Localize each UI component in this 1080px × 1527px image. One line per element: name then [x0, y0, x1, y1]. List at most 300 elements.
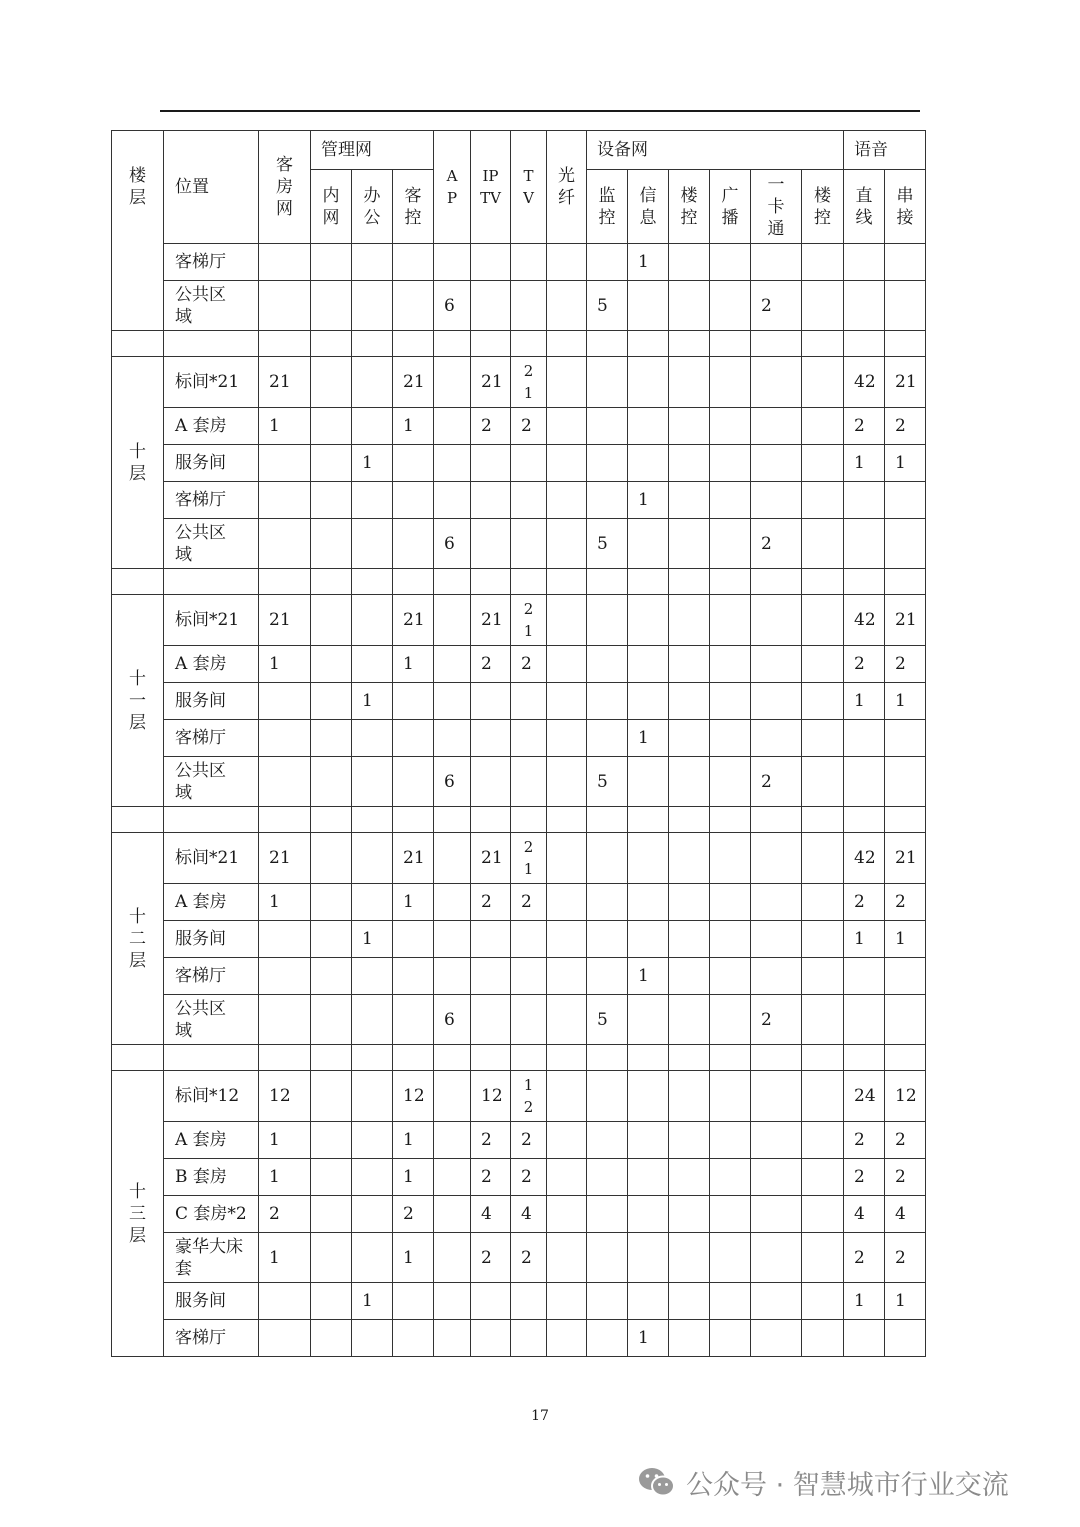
cell-ap	[434, 833, 471, 884]
cell-iptv: 2	[471, 1122, 511, 1159]
cell-tv: 2	[511, 1159, 547, 1196]
page-number: 17	[531, 1408, 549, 1424]
cell-serial: 2	[885, 646, 926, 683]
cell-office	[352, 720, 393, 757]
header-voice-serial: 串接	[885, 170, 926, 244]
cell-card	[751, 595, 802, 646]
cell-guest	[259, 683, 311, 720]
cell-serial: 12	[885, 1071, 926, 1122]
cell-iptv: 2	[471, 646, 511, 683]
cell-fiber	[547, 683, 587, 720]
cell-guest	[259, 482, 311, 519]
cell-info	[628, 1233, 669, 1283]
cell-building2	[802, 646, 844, 683]
cell-fiber	[547, 884, 587, 921]
cell-building2	[802, 1233, 844, 1283]
cell-tv	[511, 921, 547, 958]
table-row	[112, 1196, 926, 1233]
header-dev-info: 信息	[628, 170, 669, 244]
cell-broadcast	[710, 408, 751, 445]
cell-position: 标间*21	[164, 357, 259, 408]
empty-cell	[802, 1045, 844, 1071]
cell-guest: 21	[259, 357, 311, 408]
cell-office: 1	[352, 683, 393, 720]
cell-broadcast	[710, 595, 751, 646]
cell-ap	[434, 1159, 471, 1196]
table-row	[112, 884, 926, 921]
empty-cell	[844, 807, 885, 833]
cell-guest	[259, 1283, 311, 1320]
cell-intranet	[311, 357, 352, 408]
cell-intranet	[311, 281, 352, 331]
empty-cell	[112, 807, 164, 833]
cell-monitor	[587, 357, 628, 408]
cell-serial: 2	[885, 1122, 926, 1159]
cell-monitor	[587, 482, 628, 519]
table-row	[112, 1233, 926, 1283]
cell-card	[751, 720, 802, 757]
cell-card	[751, 1159, 802, 1196]
empty-cell	[311, 569, 352, 595]
cell-broadcast	[710, 244, 751, 281]
spacer-row	[112, 331, 926, 357]
cell-ap	[434, 683, 471, 720]
cell-guest: 1	[259, 408, 311, 445]
empty-cell	[434, 569, 471, 595]
table-row	[112, 646, 926, 683]
floor-label-text: 十一层	[129, 668, 146, 733]
table-row	[112, 1320, 926, 1357]
cell-iptv	[471, 281, 511, 331]
empty-cell	[751, 807, 802, 833]
cell-iptv	[471, 519, 511, 569]
cell-position: 公共区域	[164, 281, 259, 331]
cell-ctrl	[393, 1283, 434, 1320]
cell-broadcast	[710, 757, 751, 807]
cell-monitor	[587, 1196, 628, 1233]
cell-position: 标间*12	[164, 1071, 259, 1122]
cell-building2	[802, 1283, 844, 1320]
cell-ctrl: 21	[393, 833, 434, 884]
cell-tv	[511, 1071, 547, 1122]
empty-cell	[434, 807, 471, 833]
cell-ctrl: 12	[393, 1071, 434, 1122]
table-row	[112, 357, 926, 408]
cell-guest	[259, 519, 311, 569]
floor-continued	[112, 244, 164, 331]
tv-value: 21	[523, 599, 534, 640]
cell-ap	[434, 720, 471, 757]
cell-ctrl: 21	[393, 595, 434, 646]
cell-info	[628, 884, 669, 921]
cell-info: 1	[628, 958, 669, 995]
cell-monitor	[587, 646, 628, 683]
empty-cell	[710, 807, 751, 833]
cell-card	[751, 1196, 802, 1233]
cell-ap: 6	[434, 757, 471, 807]
cell-direct	[844, 519, 885, 569]
table-row	[112, 482, 926, 519]
cell-broadcast	[710, 1122, 751, 1159]
cell-info	[628, 357, 669, 408]
cell-fiber	[547, 408, 587, 445]
cell-iptv: 21	[471, 595, 511, 646]
cell-ap	[434, 445, 471, 482]
cell-tv	[511, 281, 547, 331]
cell-guest	[259, 720, 311, 757]
cell-serial: 1	[885, 445, 926, 482]
cell-tv: 2	[511, 884, 547, 921]
table-row	[112, 595, 926, 646]
cell-office	[352, 1159, 393, 1196]
cell-intranet	[311, 646, 352, 683]
cell-position: C 套房*2	[164, 1196, 259, 1233]
cell-broadcast	[710, 482, 751, 519]
cell-building	[669, 995, 710, 1045]
cell-fiber	[547, 519, 587, 569]
empty-cell	[587, 331, 628, 357]
cell-iptv	[471, 445, 511, 482]
cell-fiber	[547, 921, 587, 958]
cell-building	[669, 482, 710, 519]
cell-monitor	[587, 921, 628, 958]
cell-serial	[885, 958, 926, 995]
cell-position: 服务间	[164, 445, 259, 482]
cell-info: 1	[628, 720, 669, 757]
cell-card	[751, 244, 802, 281]
cell-fiber	[547, 833, 587, 884]
empty-cell	[710, 1045, 751, 1071]
cell-position: 标间*21	[164, 833, 259, 884]
cell-ctrl	[393, 1320, 434, 1357]
empty-cell	[393, 331, 434, 357]
cell-intranet	[311, 1122, 352, 1159]
empty-cell	[710, 331, 751, 357]
empty-cell	[471, 331, 511, 357]
cell-position: 客梯厅	[164, 1320, 259, 1357]
cell-broadcast	[710, 445, 751, 482]
floor-label-text: 十二层	[129, 906, 146, 971]
cell-ap: 6	[434, 519, 471, 569]
cell-iptv	[471, 1283, 511, 1320]
cell-tv	[511, 595, 547, 646]
cell-monitor: 5	[587, 757, 628, 807]
cell-guest: 1	[259, 1159, 311, 1196]
cell-tv	[511, 720, 547, 757]
cell-serial	[885, 482, 926, 519]
cell-ctrl	[393, 958, 434, 995]
cell-direct: 2	[844, 408, 885, 445]
cell-ctrl: 1	[393, 1122, 434, 1159]
empty-cell	[112, 1045, 164, 1071]
cell-monitor	[587, 445, 628, 482]
cell-card: 2	[751, 995, 802, 1045]
header-floor: 楼层	[112, 131, 164, 244]
cell-building2	[802, 1196, 844, 1233]
cell-guest: 1	[259, 884, 311, 921]
table-row	[112, 995, 926, 1045]
cell-broadcast	[710, 884, 751, 921]
cell-broadcast	[710, 357, 751, 408]
cell-intranet	[311, 1233, 352, 1283]
empty-cell	[352, 1045, 393, 1071]
empty-cell	[352, 331, 393, 357]
cell-building	[669, 357, 710, 408]
cell-direct: 42	[844, 833, 885, 884]
cell-building2	[802, 519, 844, 569]
cell-serial: 1	[885, 683, 926, 720]
cell-ap	[434, 357, 471, 408]
cell-info	[628, 281, 669, 331]
cell-intranet	[311, 445, 352, 482]
cell-monitor	[587, 720, 628, 757]
empty-cell	[164, 331, 259, 357]
empty-cell	[885, 807, 926, 833]
cell-fiber	[547, 1233, 587, 1283]
cell-direct: 2	[844, 1122, 885, 1159]
table-row	[112, 244, 926, 281]
cell-guest: 21	[259, 833, 311, 884]
cell-guest: 21	[259, 595, 311, 646]
cell-intranet	[311, 595, 352, 646]
cell-intranet	[311, 408, 352, 445]
empty-cell	[352, 807, 393, 833]
cell-broadcast	[710, 1071, 751, 1122]
empty-cell	[844, 331, 885, 357]
empty-cell	[751, 569, 802, 595]
table-row	[112, 1071, 926, 1122]
empty-cell	[802, 807, 844, 833]
cell-monitor	[587, 1233, 628, 1283]
cell-card	[751, 1122, 802, 1159]
cell-intranet	[311, 683, 352, 720]
empty-cell	[352, 569, 393, 595]
cell-intranet	[311, 1071, 352, 1122]
cell-tv	[511, 995, 547, 1045]
cell-serial: 2	[885, 884, 926, 921]
empty-cell	[669, 569, 710, 595]
cell-building	[669, 1233, 710, 1283]
cell-building2	[802, 757, 844, 807]
table-row	[112, 1159, 926, 1196]
cell-serial	[885, 720, 926, 757]
cell-fiber	[547, 720, 587, 757]
empty-cell	[547, 1045, 587, 1071]
cell-building	[669, 646, 710, 683]
cell-iptv	[471, 958, 511, 995]
cell-building2	[802, 720, 844, 757]
cell-ctrl: 1	[393, 646, 434, 683]
cell-card	[751, 357, 802, 408]
cell-monitor	[587, 1071, 628, 1122]
spacer-row	[112, 1045, 926, 1071]
empty-cell	[547, 569, 587, 595]
cell-intranet	[311, 884, 352, 921]
cell-info	[628, 646, 669, 683]
empty-cell	[434, 331, 471, 357]
cell-direct: 42	[844, 357, 885, 408]
cell-broadcast	[710, 833, 751, 884]
cell-serial: 21	[885, 357, 926, 408]
cell-intranet	[311, 244, 352, 281]
cell-direct	[844, 1320, 885, 1357]
cell-position: 服务间	[164, 921, 259, 958]
cell-serial	[885, 995, 926, 1045]
cell-info	[628, 595, 669, 646]
cell-office	[352, 884, 393, 921]
header-dev-monitor: 监控	[587, 170, 628, 244]
cell-iptv: 2	[471, 1159, 511, 1196]
cell-direct: 2	[844, 1233, 885, 1283]
cell-building	[669, 1071, 710, 1122]
empty-cell	[751, 331, 802, 357]
cell-info	[628, 1159, 669, 1196]
cell-building	[669, 1196, 710, 1233]
cell-guest	[259, 1320, 311, 1357]
empty-cell	[311, 331, 352, 357]
header-mgmt-intranet: 内网	[311, 170, 352, 244]
empty-cell	[259, 1045, 311, 1071]
cell-monitor	[587, 1122, 628, 1159]
cell-direct: 1	[844, 683, 885, 720]
cell-broadcast	[710, 281, 751, 331]
cell-fiber	[547, 958, 587, 995]
cell-fiber	[547, 445, 587, 482]
cell-serial	[885, 757, 926, 807]
cell-position: 客梯厅	[164, 482, 259, 519]
cell-intranet	[311, 1159, 352, 1196]
cell-position: 公共区域	[164, 995, 259, 1045]
cell-info	[628, 1283, 669, 1320]
cell-direct: 2	[844, 884, 885, 921]
empty-cell	[802, 331, 844, 357]
header-rule	[160, 110, 920, 112]
table-row	[112, 445, 926, 482]
cell-position: A 套房	[164, 1122, 259, 1159]
cell-serial: 21	[885, 595, 926, 646]
cell-office	[352, 1233, 393, 1283]
cell-monitor	[587, 1283, 628, 1320]
cell-card	[751, 482, 802, 519]
cell-broadcast	[710, 720, 751, 757]
cell-building2	[802, 595, 844, 646]
cell-direct	[844, 281, 885, 331]
cell-building2	[802, 1320, 844, 1357]
cell-ctrl	[393, 683, 434, 720]
cell-ctrl	[393, 281, 434, 331]
cell-fiber	[547, 1196, 587, 1233]
cell-building	[669, 1159, 710, 1196]
cell-building2	[802, 1159, 844, 1196]
header-ap: AP	[434, 131, 471, 244]
empty-cell	[259, 331, 311, 357]
cell-card	[751, 1283, 802, 1320]
cell-card	[751, 1071, 802, 1122]
cell-office	[352, 281, 393, 331]
cell-office	[352, 519, 393, 569]
cell-monitor	[587, 1320, 628, 1357]
cell-guest	[259, 995, 311, 1045]
cell-building	[669, 921, 710, 958]
cell-ap	[434, 595, 471, 646]
cell-monitor: 5	[587, 519, 628, 569]
cell-office	[352, 1071, 393, 1122]
table-row	[112, 958, 926, 995]
cell-building	[669, 244, 710, 281]
empty-cell	[885, 331, 926, 357]
cell-office	[352, 482, 393, 519]
cell-intranet	[311, 482, 352, 519]
table-row	[112, 833, 926, 884]
cell-ctrl	[393, 995, 434, 1045]
cell-building	[669, 757, 710, 807]
cell-building	[669, 720, 710, 757]
cell-info	[628, 519, 669, 569]
cell-ap	[434, 1122, 471, 1159]
cell-position: 客梯厅	[164, 244, 259, 281]
cell-fiber	[547, 646, 587, 683]
cell-intranet	[311, 995, 352, 1045]
cell-building	[669, 281, 710, 331]
cell-info	[628, 408, 669, 445]
empty-cell	[802, 569, 844, 595]
header-mgmt-group: 管理网	[311, 131, 434, 170]
empty-cell	[710, 569, 751, 595]
cell-broadcast	[710, 995, 751, 1045]
cell-iptv	[471, 921, 511, 958]
cell-office	[352, 646, 393, 683]
cell-intranet	[311, 833, 352, 884]
cell-tv: 2	[511, 1122, 547, 1159]
cell-fiber	[547, 482, 587, 519]
cell-direct: 2	[844, 646, 885, 683]
cell-building2	[802, 281, 844, 331]
cell-position: 服务间	[164, 1283, 259, 1320]
cell-iptv	[471, 683, 511, 720]
table-body	[112, 244, 926, 1357]
empty-cell	[112, 569, 164, 595]
empty-cell	[471, 569, 511, 595]
cell-ctrl	[393, 519, 434, 569]
cell-tv	[511, 958, 547, 995]
cell-building2	[802, 995, 844, 1045]
cell-guest: 2	[259, 1196, 311, 1233]
cell-position: A 套房	[164, 884, 259, 921]
cell-ctrl	[393, 720, 434, 757]
cell-tv	[511, 683, 547, 720]
cell-fiber	[547, 244, 587, 281]
empty-cell	[587, 569, 628, 595]
cell-info: 1	[628, 1320, 669, 1357]
cell-ap	[434, 646, 471, 683]
cell-ap	[434, 1196, 471, 1233]
cell-building2	[802, 1071, 844, 1122]
cell-office	[352, 995, 393, 1045]
header-mgmt-office: 办公	[352, 170, 393, 244]
cell-building	[669, 519, 710, 569]
spacer-row	[112, 807, 926, 833]
cell-building	[669, 1122, 710, 1159]
cell-position: 豪华大床套	[164, 1233, 259, 1283]
table-row	[112, 408, 926, 445]
empty-cell	[669, 807, 710, 833]
cell-info: 1	[628, 482, 669, 519]
cell-building2	[802, 958, 844, 995]
table-row	[112, 1122, 926, 1159]
cell-monitor	[587, 683, 628, 720]
cell-info	[628, 683, 669, 720]
cell-card: 2	[751, 519, 802, 569]
